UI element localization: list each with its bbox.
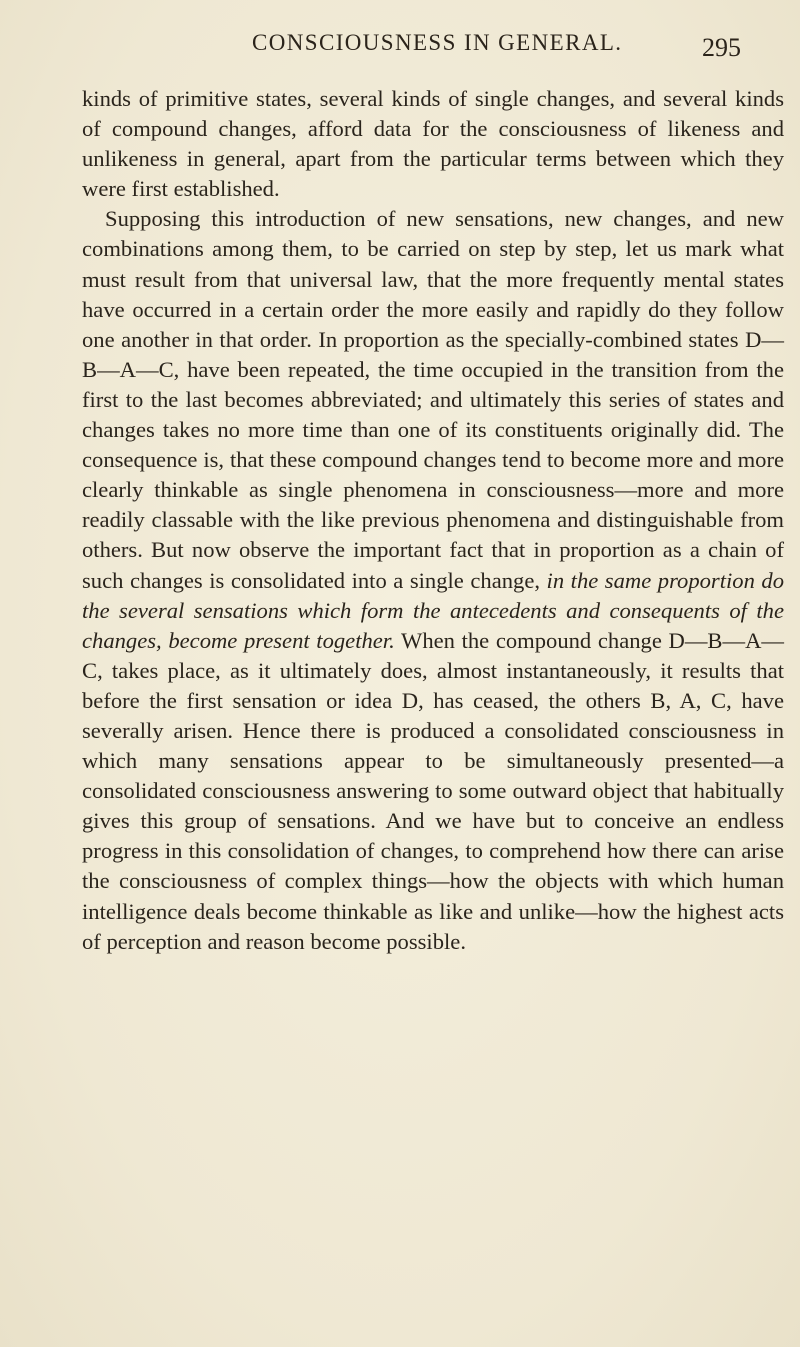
italic-emphasis: in the same proportion do the several sensations which form the antecedents and consequents of the changes, become present together. (82, 567, 784, 653)
running-head (0, 26, 800, 66)
body-text (82, 84, 784, 957)
paragraph-supposing (82, 204, 784, 956)
page-number: 295 (702, 33, 741, 62)
running-title: CONSCIOUSNESS IN GENERAL. (252, 30, 623, 55)
paragraph-text-before: Supposing this introduction of new sensations, new changes, and new combinations among them, to be carried on step by step, let us mark what must result from that universal law, that the more frequently mental states have occurred in a certain order the more easily and rapidly do they follow one another in that order. In proportion as the specially-combined states D—B—A—C, have been repeated, the time occupied in the transition from the first to the last becomes abbreviated; and ultimately this series of states and changes takes no more time than one of its constituents originally did. The consequence is, that these compound changes tend to become more and more clearly thinkable as single phenomena in consciousness—more and more readily classable with the like previous phenomena and distinguishable from others. But now observe the important fact that in proportion as a chain of such changes is consolidated into a single change, (82, 206, 784, 593)
paragraph-continued: kinds of primitive states, several kinds of single changes, and several kinds of compound changes, afford data for the consciousness of likeness and unlikeness in general, apart from the particular terms between which they were first established. (82, 86, 784, 202)
paragraph-text-after: When the compound change D—B—A—C, takes place, as it ultimately does, almost instantaneously, it results that before the first sensation or idea D, has ceased, the others B, A, C, have severally arisen. Hence there is produced a consolidated consciousness in which many sensations appear to be simultaneously presented—a consolidated consciousness answering to some outward object that habitually gives this group of sensations. And we have but to conceive an endless progress in this consolidation of changes, to comprehend how there can arise the consciousness of complex things—how the objects with which human intelligence deals become thinkable as like and unlike—how the highest acts of perception and reason become possible. (82, 627, 784, 954)
